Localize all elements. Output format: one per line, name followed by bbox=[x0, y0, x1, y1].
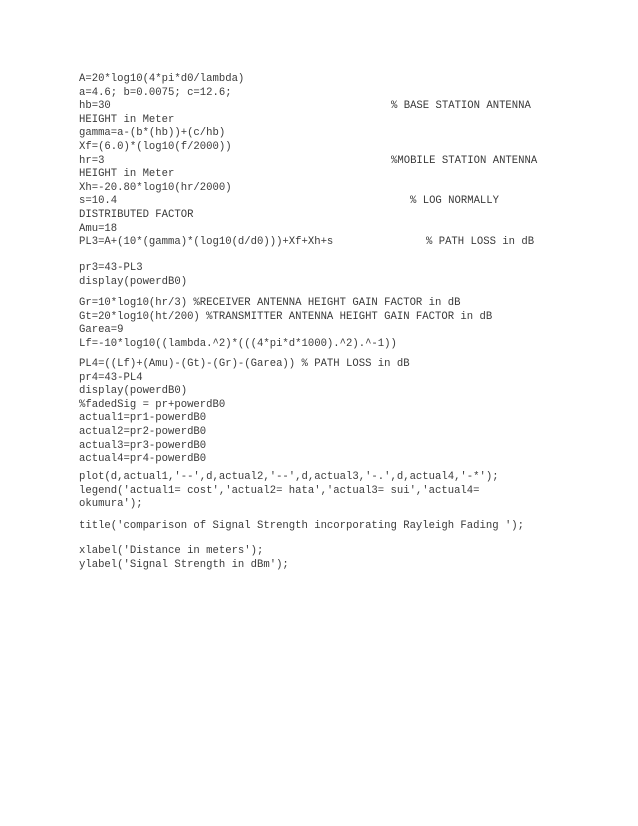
code-text: pr3=43-PL3 bbox=[79, 262, 143, 274]
code-block-path-loss-sui bbox=[79, 73, 549, 250]
code-block-antenna-gain bbox=[79, 297, 549, 351]
code-line bbox=[79, 311, 549, 325]
code-line bbox=[79, 262, 549, 276]
code-text: Amu=18 bbox=[79, 222, 118, 235]
code-text: Xh=-20.80*log10(hr/2000) bbox=[79, 181, 232, 194]
code-text: actual4=pr4-powerdB0 bbox=[79, 453, 207, 466]
code-comment: %MOBILE STATION ANTENNA bbox=[391, 154, 538, 167]
code-text: gamma=a-(b*(hb))+(c/hb) bbox=[79, 127, 226, 140]
code-block-title bbox=[79, 520, 549, 534]
code-comment: % PATH LOSS in dB bbox=[426, 236, 535, 249]
code-text: display(powerdB0) bbox=[79, 275, 188, 288]
code-text: %fadedSig = pr+powerdB0 bbox=[79, 398, 226, 411]
code-text: ylabel('Signal Strength in dBm'); bbox=[79, 558, 289, 571]
code-text: PL3=A+(10*(gamma)*(log10(d/d0)))+Xf+Xh+s bbox=[79, 236, 334, 249]
code-line bbox=[79, 545, 549, 559]
code-line bbox=[79, 338, 549, 352]
code-line bbox=[79, 223, 549, 237]
code-text: A=20*log10(4*pi*d0/lambda) bbox=[79, 73, 245, 85]
code-text: a=4.6; b=0.0075; c=12.6; bbox=[79, 86, 232, 99]
code-line bbox=[79, 276, 549, 290]
code-line bbox=[79, 324, 549, 338]
code-text: legend('actual1= cost','actual2= hata','actual3= sui','actual4= bbox=[79, 484, 480, 497]
code-line bbox=[79, 498, 549, 512]
code-text: s=10.4 bbox=[79, 195, 118, 208]
code-line bbox=[79, 155, 549, 169]
code-text: actual3=pr3-powerdB0 bbox=[79, 439, 207, 452]
code-line bbox=[79, 485, 549, 499]
code-text: title('comparison of Signal Strength incorporating Rayleigh Fading '); bbox=[79, 520, 525, 532]
code-text: display(powerdB0) bbox=[79, 385, 188, 398]
code-text: Lf=-10*log10((lambda.^2)*(((4*pi*d*1000).^2).^-1)) bbox=[79, 337, 397, 350]
code-line bbox=[79, 114, 549, 128]
code-comment: % LOG NORMALLY bbox=[410, 195, 500, 208]
code-line bbox=[79, 412, 549, 426]
code-text: Garea=9 bbox=[79, 324, 124, 337]
code-text: PL4=((Lf)+(Amu)-(Gt)-(Gr)-(Garea)) % PATH LOSS in dB bbox=[79, 358, 410, 370]
code-block-received-power bbox=[79, 262, 549, 289]
code-text: actual1=pr1-powerdB0 bbox=[79, 412, 207, 425]
code-text: HEIGHT in Meter bbox=[79, 168, 175, 181]
code-text: pr4=43-PL4 bbox=[79, 371, 143, 384]
code-text: Gt=20*log10(ht/200) %TRANSMITTER ANTENNA HEIGHT GAIN FACTOR in dB bbox=[79, 310, 493, 323]
code-line bbox=[79, 520, 549, 534]
code-line bbox=[79, 297, 549, 311]
code-line bbox=[79, 182, 549, 196]
code-text: DISTRIBUTED FACTOR bbox=[79, 208, 194, 221]
code-text: xlabel('Distance in meters'); bbox=[79, 545, 264, 557]
code-line bbox=[79, 426, 549, 440]
code-text: hr=3 bbox=[79, 154, 105, 167]
code-line bbox=[79, 399, 549, 413]
code-text: plot(d,actual1,'--',d,actual2,'--',d,actual3,'-.',d,actual4,'-*'); bbox=[79, 471, 499, 483]
code-line bbox=[79, 358, 549, 372]
code-line bbox=[79, 385, 549, 399]
code-line bbox=[79, 440, 549, 454]
code-line bbox=[79, 209, 549, 223]
code-text: HEIGHT in Meter bbox=[79, 113, 175, 126]
code-block-plot bbox=[79, 471, 549, 512]
code-text: hb=30 bbox=[79, 100, 111, 113]
code-line bbox=[79, 168, 549, 182]
code-text: Xf=(6.0)*(log10(f/2000)) bbox=[79, 140, 232, 153]
code-block-axis-labels bbox=[79, 545, 549, 572]
code-line bbox=[79, 87, 549, 101]
code-text: okumura'); bbox=[79, 498, 143, 511]
code-line bbox=[79, 127, 549, 141]
code-comment: % BASE STATION ANTENNA bbox=[391, 100, 531, 113]
code-line bbox=[79, 195, 549, 209]
code-text: actual2=pr2-powerdB0 bbox=[79, 425, 207, 438]
code-line bbox=[79, 141, 549, 155]
code-line bbox=[79, 372, 549, 386]
code-block-path-loss-okumura bbox=[79, 358, 549, 467]
code-line bbox=[79, 73, 549, 87]
code-line bbox=[79, 453, 549, 467]
code-line bbox=[79, 236, 549, 250]
code-line bbox=[79, 471, 549, 485]
code-line bbox=[79, 100, 549, 114]
code-text: Gr=10*log10(hr/3) %RECEIVER ANTENNA HEIGHT GAIN FACTOR in dB bbox=[79, 297, 461, 309]
code-line bbox=[79, 559, 549, 573]
